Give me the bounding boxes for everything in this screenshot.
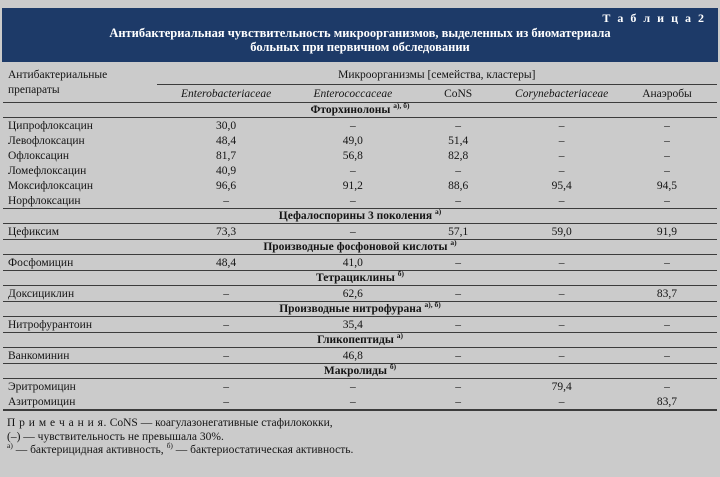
footnote-line3-text2: — бактериостатическая активность.	[172, 444, 354, 456]
footnote-sup-a: а)	[7, 441, 13, 451]
value-cell: –	[664, 349, 670, 362]
drug-name-cell: Эритромицин	[8, 380, 76, 393]
value-cell: –	[455, 380, 462, 393]
value-cell: –	[349, 194, 356, 207]
value-cell: –	[664, 380, 670, 393]
value-cell: –	[558, 119, 565, 132]
footnote-line1	[7, 417, 717, 431]
table-row	[3, 148, 717, 163]
table-row	[3, 379, 717, 395]
value-cell: –	[558, 134, 565, 147]
group-row	[3, 240, 717, 255]
value-cell: –	[558, 287, 565, 300]
value-cell: 41,0	[342, 256, 363, 269]
group-label: Тетрациклины $^{б)}$	[3, 271, 717, 286]
value-cell: 40,9	[216, 164, 237, 177]
value-cell: –	[223, 287, 229, 300]
value-cell: 83,7	[617, 394, 717, 410]
table-row	[3, 118, 717, 134]
column-header-2: Enterococcaceae	[313, 87, 393, 100]
footnotes	[3, 417, 717, 458]
table-row	[3, 348, 717, 364]
value-cell: –	[349, 225, 356, 238]
footnote-label: П р и м е ч а н и я.	[7, 417, 107, 429]
value-cell: 83,7	[656, 287, 678, 300]
value-cell: –	[455, 349, 462, 362]
group-row	[3, 302, 717, 317]
column-header-drugs-line1: Антибактериальные	[8, 69, 108, 81]
drug-name-cell: Ципрофлоксацин	[8, 119, 93, 132]
footnote-line3-text1: — бактерицидная активность,	[12, 444, 167, 456]
value-cell: 82,8	[448, 149, 469, 162]
value-cell: –	[455, 164, 462, 177]
value-cell: 30,0	[216, 119, 237, 132]
column-header-1: Enterobacteriaceae	[180, 87, 272, 100]
column-header-drugs	[3, 65, 157, 103]
drug-name-cell: Ломефлоксацин	[8, 164, 87, 177]
value-cell: 73,3	[216, 225, 237, 238]
column-header-4: Corynebacteriaceae	[515, 87, 609, 100]
value-cell: 57,1	[448, 225, 469, 238]
value-cell: –	[349, 380, 356, 393]
drug-name-cell: Ванкоминин	[8, 349, 70, 362]
value-cell: –	[664, 194, 670, 207]
value-cell: 81,7	[216, 149, 237, 162]
group-row	[3, 364, 717, 379]
value-cell: –	[223, 194, 229, 207]
group-row	[3, 333, 717, 348]
footnote-line3	[7, 441, 717, 458]
value-cell: 35,4	[342, 318, 363, 331]
group-label-superscript: а)	[450, 238, 457, 248]
footnote-line2: (–) — чувствительность не превышала 30%.	[7, 430, 224, 443]
value-cell: –	[664, 134, 670, 147]
column-header-microorganisms: Микроорганизмы [семейства, кластеры]	[157, 65, 718, 85]
drug-name-cell: Азитромицин	[3, 394, 157, 410]
value-cell: 59,0	[551, 225, 572, 238]
footnote-line1-text: CoNS — коагулазонегативные стафилококки,	[106, 417, 333, 429]
table-title-line2: больных при первичном обследовании	[250, 40, 470, 54]
group-label: Производные нитрофурана $^{а), б)}$	[3, 302, 717, 317]
value-cell: –	[157, 394, 296, 410]
value-cell: –	[455, 119, 462, 132]
column-header-drugs-line2: препараты	[8, 84, 60, 96]
drug-name-cell: Нитрофурантоин	[8, 318, 92, 331]
group-label-superscript: а)	[396, 331, 403, 341]
value-cell: –	[558, 256, 565, 269]
value-cell: 79,4	[551, 380, 572, 393]
table-row	[3, 286, 717, 302]
group-label: Фторхинолоны $^{а), б)}$	[3, 103, 717, 118]
table-header-band	[2, 8, 718, 62]
value-cell: –	[664, 149, 670, 162]
value-cell: –	[455, 287, 462, 300]
table-row	[3, 178, 717, 193]
value-cell: –	[558, 349, 565, 362]
table-container	[3, 65, 717, 411]
value-cell: –	[296, 394, 410, 410]
table-number-label: Т а б л и ц а 2	[602, 11, 706, 25]
drug-name-cell: Доксициклин	[8, 287, 75, 300]
value-cell: 51,4	[448, 134, 469, 147]
value-cell: –	[455, 256, 462, 269]
table-row	[3, 317, 717, 333]
value-cell: 48,4	[216, 256, 237, 269]
group-label: Макролиды $^{б)}$	[3, 364, 717, 379]
value-cell: –	[664, 256, 670, 269]
sensitivity-table	[3, 65, 717, 411]
drug-name-cell: Цефиксим	[8, 225, 59, 238]
value-cell: –	[664, 119, 670, 132]
value-cell: 46,8	[342, 349, 363, 362]
group-label-superscript: б)	[397, 269, 404, 279]
value-cell: 88,6	[448, 179, 469, 192]
value-cell: 91,2	[342, 179, 363, 192]
value-cell: –	[410, 394, 506, 410]
group-row	[3, 103, 717, 118]
value-cell: 95,4	[551, 179, 572, 192]
value-cell: 56,8	[342, 149, 363, 162]
value-cell: –	[455, 318, 462, 331]
group-label: Производные фосфоновой кислоты $^{а)}$	[3, 240, 717, 255]
footnote-sup-b: б)	[166, 441, 173, 451]
column-header-3: CoNS	[444, 87, 473, 100]
table-title-line1: Антибактериальная чувствительность микроорганизмов, выделенных из биоматериала	[109, 26, 611, 40]
group-label: Цефалоспорины 3 поколения $^{а)}$	[3, 209, 717, 224]
header-row-group	[3, 65, 717, 85]
table-head	[3, 65, 717, 103]
value-cell: 49,0	[342, 134, 363, 147]
drug-name-cell: Норфлоксацин	[8, 194, 81, 207]
value-cell: –	[664, 318, 670, 331]
value-cell: –	[558, 194, 565, 207]
value-cell: –	[664, 164, 670, 177]
drug-name-cell: Фосфомицин	[8, 256, 74, 269]
group-row	[3, 209, 717, 224]
table-row	[3, 224, 717, 240]
value-cell: –	[558, 149, 565, 162]
drug-name-cell: Офлоксацин	[8, 149, 70, 162]
group-label-superscript: а), б)	[424, 300, 441, 310]
group-row	[3, 271, 717, 286]
value-cell: –	[558, 318, 565, 331]
value-cell: –	[223, 318, 229, 331]
table-row	[3, 193, 717, 209]
value-cell: 91,9	[656, 225, 678, 238]
value-cell: –	[455, 194, 462, 207]
value-cell: 94,5	[656, 179, 678, 192]
table-row	[3, 394, 717, 410]
table-row	[3, 163, 717, 178]
group-label-superscript: б)	[389, 362, 397, 372]
value-cell: –	[558, 164, 565, 177]
table-row	[3, 255, 717, 271]
drug-name-cell: Моксифлоксацин	[8, 179, 94, 192]
group-label-superscript: а), б)	[393, 101, 410, 111]
group-label-superscript: а)	[434, 207, 442, 217]
value-cell: 62,6	[342, 287, 363, 300]
value-cell: –	[506, 394, 617, 410]
value-cell: –	[223, 380, 229, 393]
value-cell: 96,6	[216, 179, 237, 192]
drug-name-cell: Левофлоксацин	[8, 134, 85, 147]
group-label: Гликопептиды $^{а)}$	[3, 333, 717, 348]
table-row	[3, 133, 717, 148]
column-header-5: Анаэробы	[642, 87, 692, 100]
value-cell: –	[349, 164, 356, 177]
table-body	[3, 103, 717, 411]
value-cell: 48,4	[216, 134, 237, 147]
value-cell: –	[349, 119, 356, 132]
value-cell: –	[223, 349, 229, 362]
